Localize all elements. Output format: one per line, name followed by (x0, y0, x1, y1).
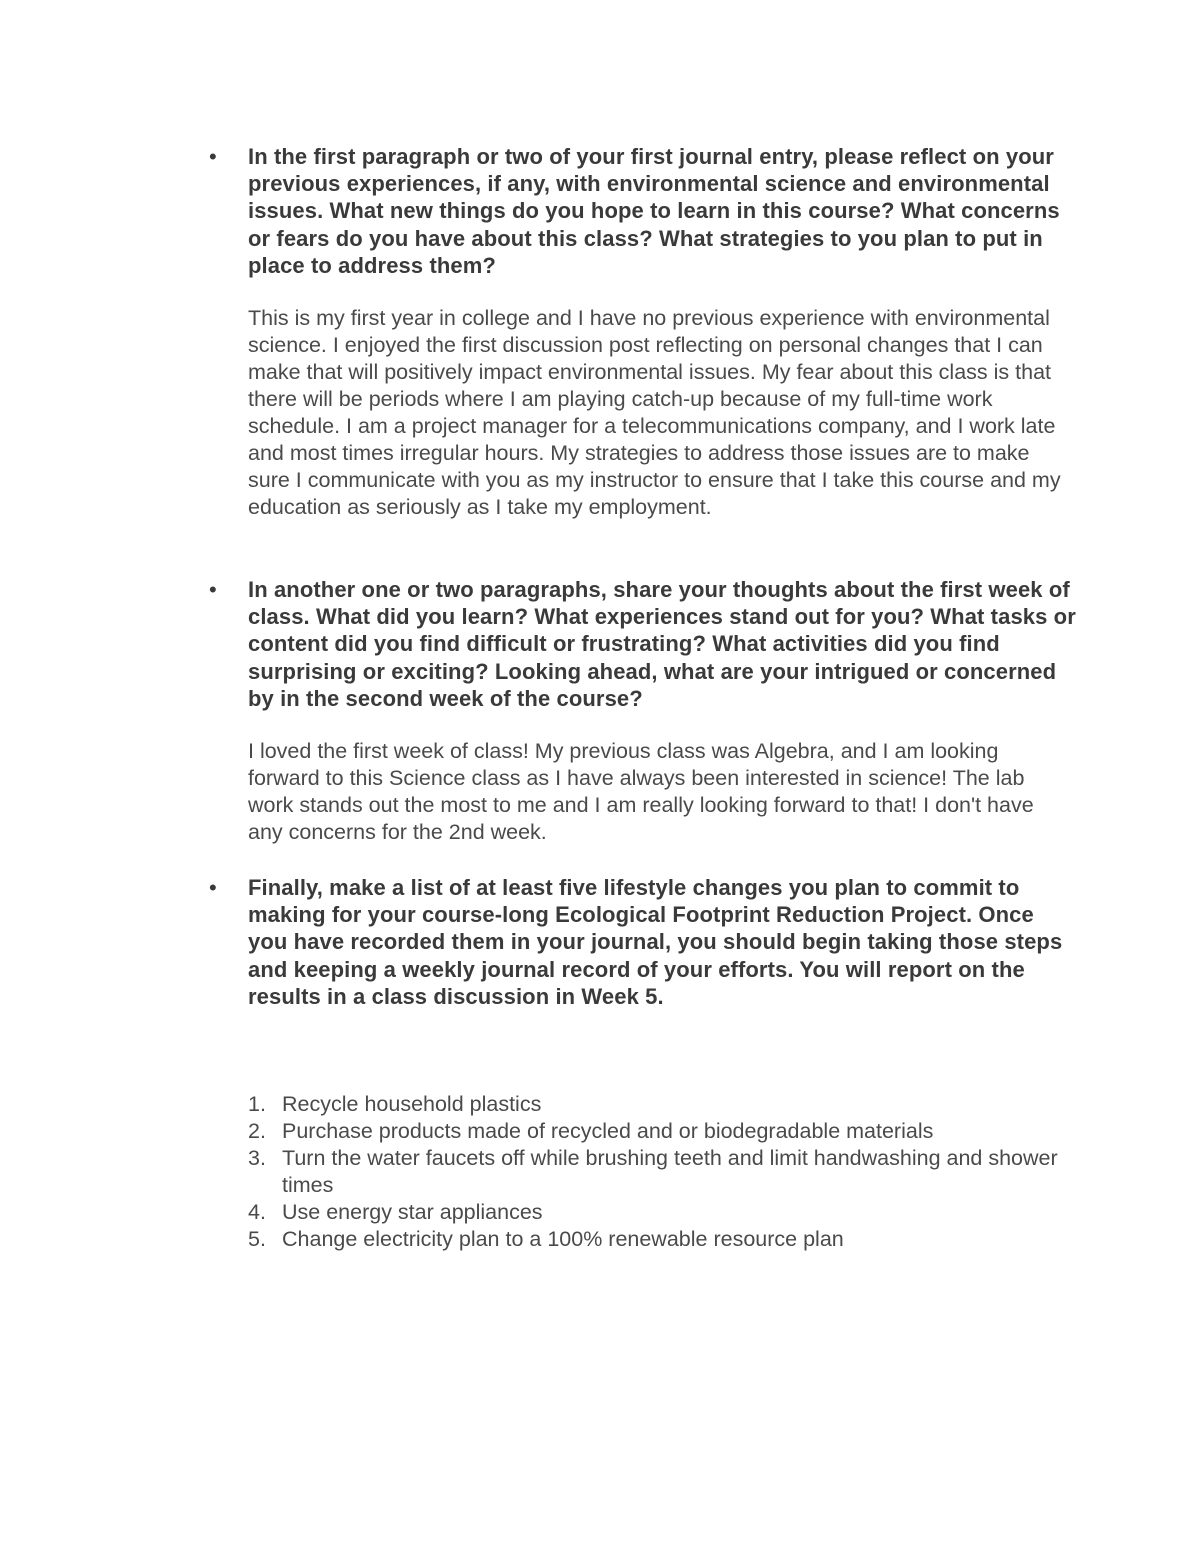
list-item (248, 1091, 1078, 1118)
list-item-text: Purchase products made of recycled and or biodegradable materials (282, 1119, 934, 1143)
list-item-text: Recycle household plastics (282, 1092, 542, 1116)
lifestyle-changes-list (248, 1091, 1078, 1253)
list-item-number: 2. (248, 1119, 266, 1143)
prompt-first-journal-entry: In the first paragraph or two of your first journal entry, please reflect on your previous experiences, if any, with environmental science and environmental issues. What new things do you hope to learn in this course? What concerns or fears do you have about this class? What strategies to you plan to put in place to address them? (248, 144, 1060, 278)
bullet-marker: • (209, 875, 217, 900)
list-item (248, 1226, 1078, 1253)
prompt-lifestyle-changes: Finally, make a list of at least five lifestyle changes you plan to commit to making for your course-long Ecological Footprint Reduction Project. Once you have recorded them in your journal, you should begin taking those steps and keeping a weekly journal record of your efforts. You will report on the results in a class discussion in Week 5. (248, 875, 1063, 1009)
bullet-marker: • (209, 577, 217, 602)
list-item-text: Use energy star appliances (282, 1200, 543, 1224)
list-item-number: 1. (248, 1092, 266, 1116)
prompt-first-week-thoughts: In another one or two paragraphs, share your thoughts about the first week of class. What did you learn? What experiences stand out for you? What tasks or content did you find difficult or frustrating? What activities did you find surprising or exciting? Looking ahead, what are your intrigued or concerned by in the second week of the course? (248, 577, 1076, 711)
list-item-number: 4. (248, 1200, 266, 1224)
list-item-text: Turn the water faucets off while brushing teeth and limit handwashing and shower times (282, 1146, 1058, 1197)
list-item (248, 1199, 1078, 1226)
bullet-marker: • (209, 144, 217, 169)
list-item (248, 1145, 1078, 1199)
list-item-text: Change electricity plan to a 100% renewable resource plan (282, 1227, 844, 1251)
list-item (248, 1118, 1078, 1145)
list-item-number: 3. (248, 1146, 266, 1170)
answer-first-journal-entry: This is my first year in college and I have no previous experience with environmental science. I enjoyed the first discussion post reflecting on personal changes that I can make that will positively impact environmental issues. My fear about this class is that there will be periods where I am playing catch-up because of my full-time work schedule. I am a project manager for a telecommunications company, and I work late and most times irregular hours. My strategies to address those issues are to make sure I communicate with you as my instructor to ensure that I take this course and my education as seriously as I take my employment. (248, 306, 1061, 519)
answer-first-week-thoughts: I loved the first week of class! My previous class was Algebra, and I am looking forward to this Science class as I have always been interested in science! The lab work stands out the most to me and I am really looking forward to that! I don't have any concerns for the 2nd week. (248, 739, 1034, 844)
list-item-number: 5. (248, 1227, 266, 1251)
